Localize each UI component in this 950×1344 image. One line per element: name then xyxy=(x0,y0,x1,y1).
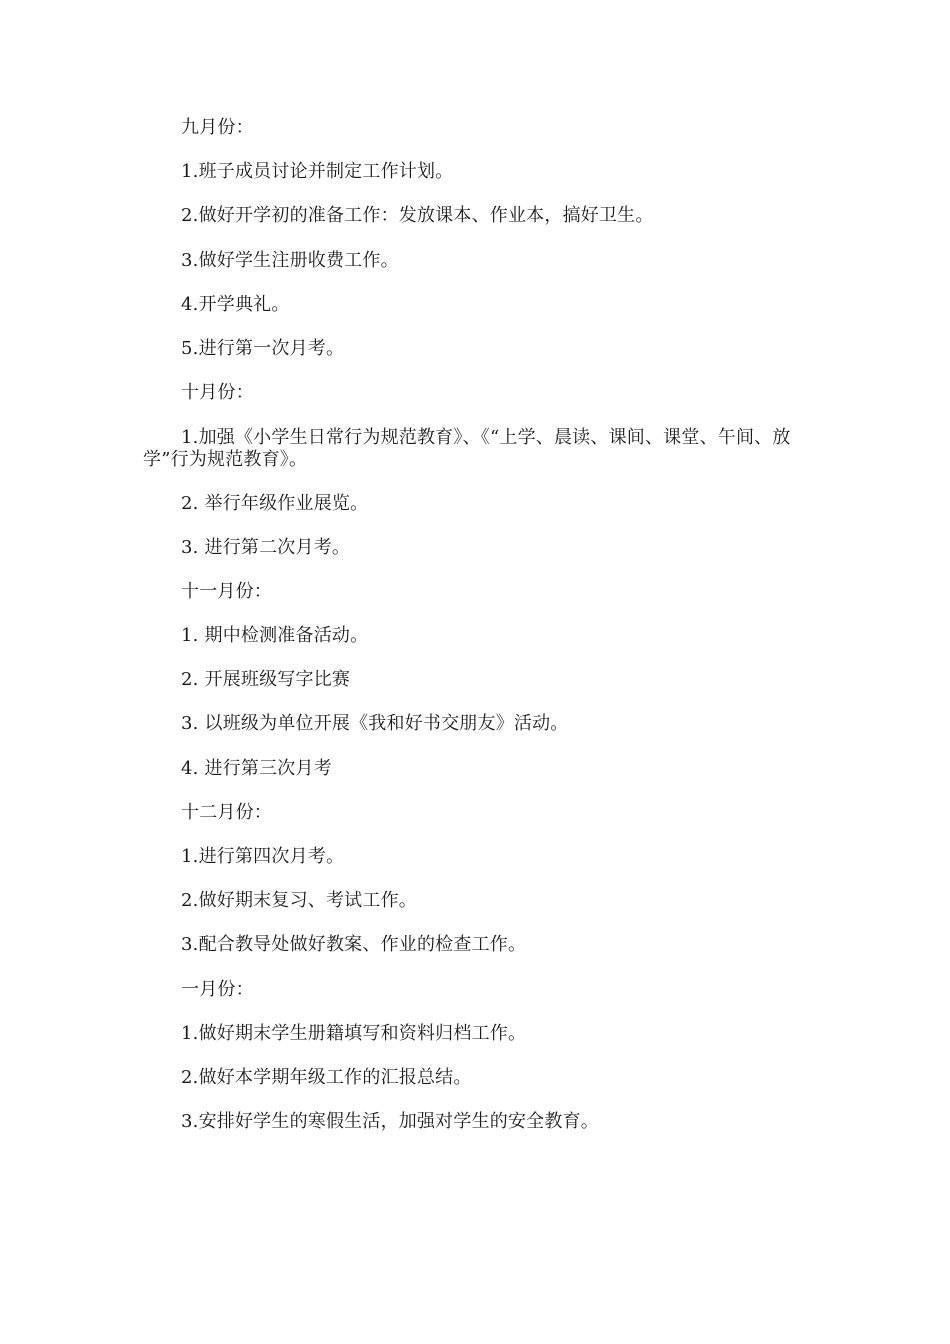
list-item: 3.配合教导处做好教案、作业的检查工作。 xyxy=(181,934,527,955)
heading-january: 一月份： xyxy=(181,979,254,1000)
list-item: 1.做好期末学生册籍填写和资料归档工作。 xyxy=(181,1023,527,1044)
list-item: 3.做好学生注册收费工作。 xyxy=(181,250,399,271)
list-item: 2. 举行年级作业展览。 xyxy=(181,493,369,514)
list-item: 1.加强《小学生日常行为规范教育》、《“上学、晨读、课间、课堂、午间、放学”行为规范教育》。 xyxy=(143,427,791,470)
list-item: 2.做好开学初的准备工作：发放课本、作业本，搞好卫生。 xyxy=(181,205,654,226)
heading-september: 九月份： xyxy=(181,117,254,138)
list-item: 2.做好本学期年级工作的汇报总结。 xyxy=(181,1067,472,1088)
list-item: 3. 以班级为单位开展《我和好书交朋友》活动。 xyxy=(181,713,569,734)
list-item: 2.做好期末复习、考试工作。 xyxy=(181,890,417,911)
list-item: 2. 开展班级写字比赛 xyxy=(181,669,351,690)
heading-november: 十一月份： xyxy=(181,581,272,602)
heading-december: 十二月份： xyxy=(181,802,272,823)
list-item: 3.安排好学生的寒假生活，加强对学生的安全教育。 xyxy=(181,1111,599,1132)
list-item: 1.班子成员讨论并制定工作计划。 xyxy=(181,161,454,182)
list-item: 3. 进行第二次月考。 xyxy=(181,537,351,558)
list-item: 4.开学典礼。 xyxy=(181,294,290,315)
list-item: 1.进行第四次月考。 xyxy=(181,846,345,867)
list-item: 1. 期中检测准备活动。 xyxy=(181,625,369,646)
list-item: 5.进行第一次月考。 xyxy=(181,338,345,359)
heading-october: 十月份： xyxy=(181,382,254,403)
list-item: 4. 进行第三次月考 xyxy=(181,758,332,779)
